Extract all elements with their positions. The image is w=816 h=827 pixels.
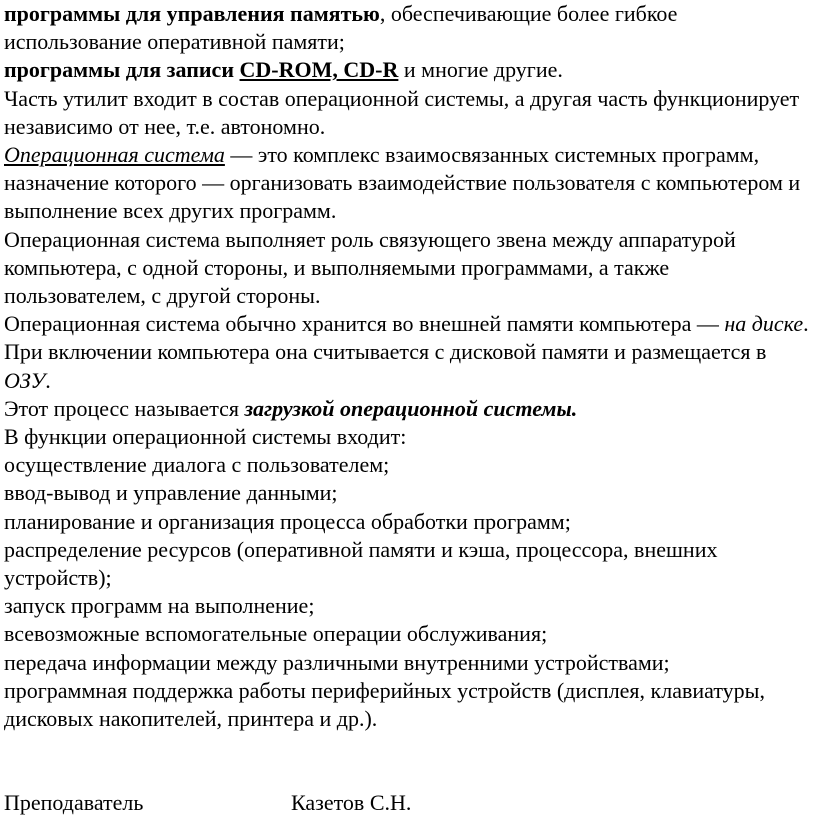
- list-item: всевозможные вспомогательные операции обслуживания;: [4, 621, 548, 647]
- os-definition-text: — это комплекс взаимосвязанных системных программ, назначение которого — организовать взаимодействие пользователя с компьютером и выполнение всех других программ.: [4, 142, 801, 224]
- list-item: планирование и организация процесса обработки программ;: [4, 508, 571, 534]
- on-disk-term: на диске: [724, 311, 804, 337]
- paragraph-os-role: Операционная система выполняет роль связующего звена между аппаратурой компьютера, с одной стороны, и выполняемыми программами, а также пользователем, с другой стороны.: [4, 226, 736, 309]
- list-item: программная поддержка работы периферийных устройств (дисплея, клавиатуры, дисковых накопителей, принтера и др.).: [4, 677, 765, 732]
- paragraph-utilities: Часть утилит входит в состав операционной системы, а другая часть функционирует независимо от нее, т.е. автономно.: [4, 85, 800, 139]
- os-boot-text: Этот процесс называется: [4, 395, 245, 421]
- os-storage-text-end: .: [45, 367, 51, 393]
- os-term: Операционная система: [4, 142, 225, 168]
- memory-programs-text: , обеспечивающие более гибкое использование оперативной памяти;: [4, 1, 678, 55]
- list-item: передача информации между различными внутренними устройствами;: [4, 649, 670, 675]
- document-body: [4, 0, 812, 817]
- cd-programs-text: и многие другие.: [398, 57, 563, 83]
- list-item: распределение ресурсов (оперативной памяти и кэша, процессора, внешних устройств);: [4, 536, 718, 591]
- memory-programs-term: программы для управления памятью: [4, 1, 380, 26]
- signature-name: Казетов С.Н.: [291, 790, 412, 816]
- paragraph-functions-intro: В функции операционной системы входит:: [4, 424, 407, 450]
- paragraph-os-boot: [4, 395, 812, 423]
- list-item: запуск программ на выполнение;: [4, 593, 315, 619]
- signature-line: [4, 789, 812, 817]
- paragraph-os-storage: [4, 310, 812, 395]
- list-item: ввод-вывод и управление данными;: [4, 480, 338, 506]
- paragraph-cd-programs: [4, 56, 812, 84]
- cd-programs-term: программы для записи: [4, 57, 235, 83]
- os-storage-text-start: Операционная система обычно хранится во внешней памяти компьютера —: [4, 311, 725, 337]
- paragraph-os-definition: [4, 141, 812, 226]
- blank-space: [4, 733, 812, 789]
- list-item: осуществление диалога с пользователем;: [4, 452, 390, 478]
- paragraph-memory-programs: [4, 0, 812, 56]
- cd-formats: CD-ROM, CD-R: [239, 57, 399, 83]
- os-storage-text-middle: . При включении компьютера она считывается с дисковой памяти и размещается в: [4, 311, 809, 365]
- signature-role: Преподаватель: [4, 790, 144, 816]
- ram-term: ОЗУ: [4, 367, 46, 393]
- os-boot-term: загрузкой операционной системы.: [244, 395, 578, 421]
